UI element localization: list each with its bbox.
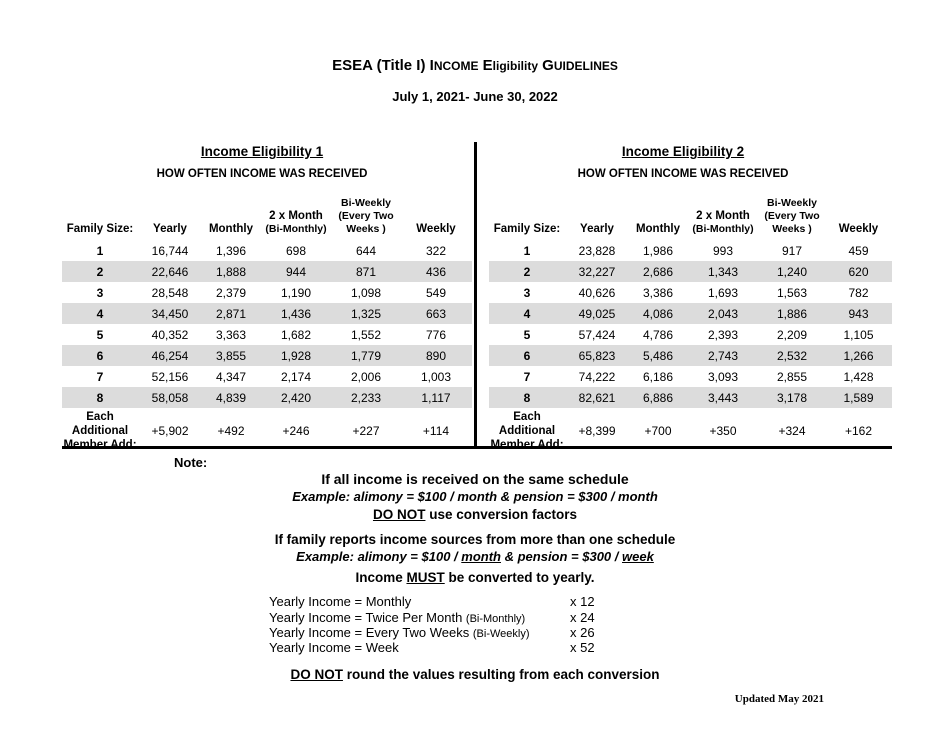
table-row: 1 23,828 1,986 993 917 459 (523, 243, 869, 258)
income-table-1 (62, 190, 472, 454)
table-header-row (489, 190, 892, 240)
col-family-size: Family Size: (66, 223, 134, 235)
date-range: July 1, 2021- June 30, 2022 (392, 89, 558, 104)
col-weekly: Weekly (838, 223, 879, 235)
table-row: 7 74,222 6,186 3,093 2,855 1,428 (523, 369, 874, 384)
col-family-size: Family Size: (493, 223, 561, 235)
col-monthly: Monthly (635, 223, 681, 235)
table-row: 6 65,823 5,486 2,743 2,532 1,266 (489, 345, 892, 366)
col-weekly: Weekly (416, 223, 456, 235)
note-same-schedule: If all income is received on the same schedule (321, 471, 629, 487)
table-row: 5 57,424 4,786 2,393 2,209 1,105 (523, 327, 874, 342)
table-row: 7 52,156 4,347 2,174 2,006 1,003 (96, 369, 452, 384)
note-must-convert: Income MUST be converted to yearly. (355, 570, 595, 585)
col-biweekly: Bi-Weekly (Every Two Weeks ) (764, 197, 820, 235)
table-row: 2 22,646 1,888 944 871 436 (62, 261, 472, 282)
panel-1-subtitle: HOW OFTEN INCOME WAS RECEIVED (156, 168, 368, 180)
panel-2-subtitle: HOW OFTEN INCOME WAS RECEIVED (577, 168, 789, 180)
col-monthly: Monthly (208, 223, 254, 235)
panel-2-title: Income Eligibility 2 (621, 144, 745, 159)
col-biweekly: Bi-Weekly (Every Two Weeks ) (338, 197, 394, 235)
col-yearly: Yearly (580, 223, 614, 235)
col-twice-monthly: 2 x Month (Bi-Monthly) (692, 210, 754, 235)
table-row: 4 34,450 2,871 1,436 1,325 663 (62, 303, 472, 324)
table-row: 6 46,254 3,855 1,928 1,779 890 (62, 345, 472, 366)
note-label: Note: (174, 455, 208, 470)
panel-1-title: Income Eligibility 1 (200, 144, 324, 159)
note-example-1: Example: alimony = $100 / month & pension = $300 / month (292, 489, 658, 504)
table-row: 1 16,744 1,396 698 644 322 (96, 243, 447, 258)
note-multiple-schedule: If family reports income sources from more than one schedule (274, 532, 676, 547)
col-twice-monthly: 2 x Month (Bi-Monthly) (265, 210, 327, 235)
page-title: ESEA (Title I) INCOME Eligibility GUIDELINES (332, 57, 618, 74)
note-example-2: Example: alimony = $100 / month & pension = $300 / week (296, 549, 654, 564)
note-do-not-convert: DO NOT use conversion factors (372, 507, 578, 522)
table-row: 3 28,548 2,379 1,190 1,098 549 (96, 285, 447, 300)
panel-divider (474, 142, 477, 447)
col-yearly: Yearly (153, 223, 187, 235)
table-row: 8 58,058 4,839 2,420 2,233 1,117 (62, 387, 472, 408)
table-row: 8 82,621 6,886 3,443 3,178 1,589 (489, 387, 892, 408)
note-do-not-round: DO NOT round the values resulting from each conversion (290, 667, 660, 682)
table-header-row (62, 190, 472, 240)
updated-date: Updated May 2021 (734, 693, 824, 705)
table-row: 2 32,227 2,686 1,343 1,240 620 (489, 261, 892, 282)
income-table-2 (489, 190, 892, 454)
table-row-additional-member: Each Additional Member Add: +5,902 +492 +246 +227 +114 (63, 411, 450, 451)
table-row: 3 40,626 3,386 1,693 1,563 782 (523, 285, 869, 300)
table-row: 5 40,352 3,363 1,682 1,552 776 (96, 327, 447, 342)
table-row-additional-member: Each Additional Member Add: +8,399 +700 +350 +324 +162 (490, 411, 873, 451)
table-row: 4 49,025 4,086 2,043 1,886 943 (489, 303, 892, 324)
